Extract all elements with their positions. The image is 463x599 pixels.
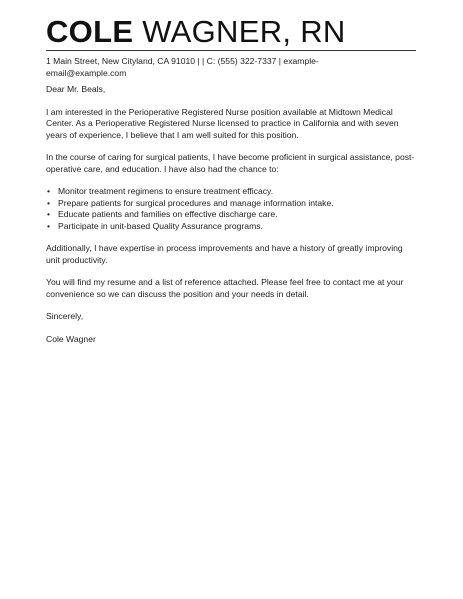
- letter-paragraph-1: I am interested in the Perioperative Registered Nurse position available at Midtown Medical Center. As a Perioperative Registered Nurse licensed to practice in California and with seven years of experience, I believe that I am well suited for this position.: [46, 106, 399, 140]
- header-divider: [46, 50, 416, 51]
- signature-name: Cole Wagner: [46, 333, 96, 344]
- contact-info: 1 Main Street, New Cityland, CA 91010 | | C: (555) 322-7337 | example-email@example.com: [46, 56, 319, 78]
- bullet-icon: •: [47, 197, 51, 208]
- applicant-first-name: COLE: [46, 14, 134, 49]
- list-item-text: Participate in unit-based Quality Assurance programs.: [58, 220, 263, 231]
- letter-paragraph-2: In the course of caring for surgical patients, I have become proficient in surgical assistance, post-operative care, and education. I have also had the chance to:: [46, 152, 415, 174]
- bullet-icon: •: [47, 220, 51, 231]
- letter-paragraph-4: You will find my resume and a list of reference attached. Please feel free to contact me at your convenience so we can discuss the position and your needs in detail.: [46, 277, 404, 299]
- list-item-text: Educate patients and families on effective discharge care.: [58, 209, 278, 219]
- list-item-text: Monitor treatment regimens to ensure treatment efficacy.: [58, 186, 274, 196]
- letter-body: [46, 84, 416, 356]
- applicant-name: [46, 16, 346, 48]
- list-item: [46, 209, 416, 221]
- list-item-text: Prepare patients for surgical procedures and manage information intake.: [58, 197, 334, 208]
- bullet-icon: •: [47, 209, 51, 219]
- letter-paragraph-3: Additionally, I have expertise in process improvements and have a history of greatly improving unit productivity.: [46, 243, 403, 265]
- list-item: [46, 198, 416, 210]
- applicant-last-name: WAGNER, RN: [142, 14, 346, 49]
- duties-list: [46, 186, 416, 232]
- list-item: [46, 186, 416, 198]
- list-item: [46, 221, 416, 233]
- bullet-icon: •: [47, 186, 51, 196]
- closing: Sincerely,: [46, 311, 84, 321]
- salutation: Dear Mr. Beals,: [46, 84, 106, 94]
